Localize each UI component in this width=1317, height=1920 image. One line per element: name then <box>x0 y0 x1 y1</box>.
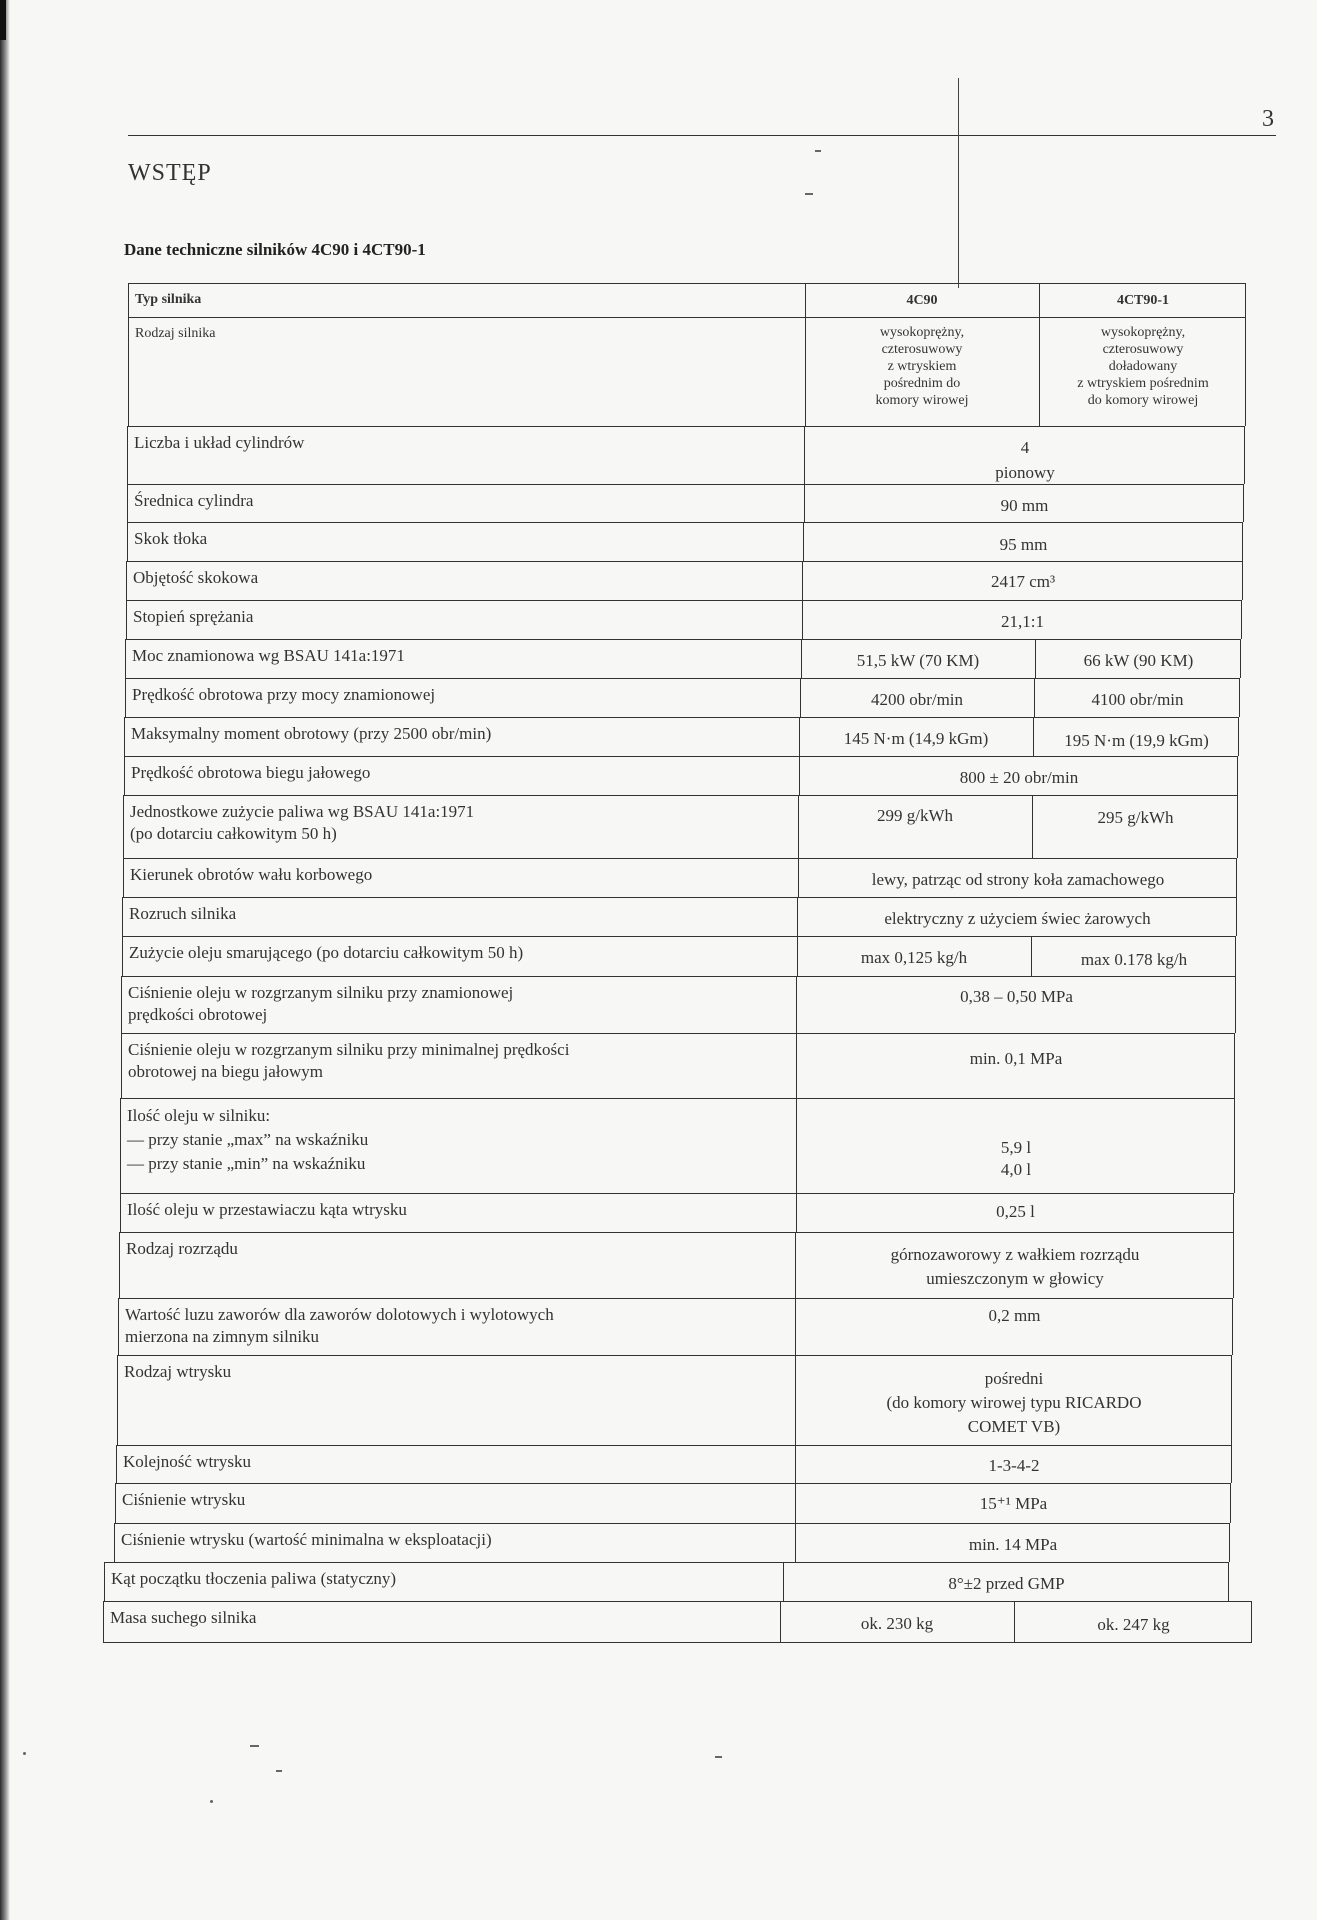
table-row <box>125 678 1240 717</box>
row-label: Masa suchego silnika <box>110 1608 257 1627</box>
scan-speck <box>250 1745 259 1747</box>
value-4ct90: 4100 obr/min <box>1091 690 1184 709</box>
row-label: Objętość skokowa <box>133 568 259 587</box>
value-shared: 800 ± 20 obr/min <box>959 768 1079 787</box>
value-4ct90: max 0.178 kg/h <box>1080 950 1188 969</box>
scan-speck <box>815 150 821 152</box>
table-row <box>127 426 1245 484</box>
value-4c90: 145 N·m (14,9 kGm) <box>843 729 989 748</box>
row-label: Ciśnienie oleju w rozgrzanym silniku przy minimalnej prędkości obrotowej na biegu jałowym <box>128 1040 570 1081</box>
header-col-4ct90: 4CT90-1 <box>1116 293 1170 308</box>
row-label: Rodzaj silnika <box>135 326 216 341</box>
value-4ct90: 295 g/kWh <box>1097 808 1174 827</box>
row-label: Liczba i układ cylindrów <box>134 433 305 452</box>
row-label: Ilość oleju w przestawiaczu kąta wtrysku <box>127 1200 407 1219</box>
value-shared: min. 0,1 MPa <box>969 1049 1063 1068</box>
table-row <box>123 795 1238 858</box>
row-label: Ciśnienie wtrysku (wartość minimalna w eksploatacji) <box>121 1530 492 1549</box>
row-label: Kierunek obrotów wału korbowego <box>130 865 373 884</box>
value-4ct90: 66 kW (90 KM) <box>1083 651 1194 670</box>
table-row <box>118 1298 1233 1355</box>
table-title: Dane techniczne silników 4C90 i 4CT90-1 <box>124 240 426 259</box>
table-row <box>103 1601 1252 1643</box>
table-row <box>120 1098 1235 1193</box>
value-shared: 21,1:1 <box>1001 612 1044 631</box>
table-row <box>127 484 1244 522</box>
value-shared: 0,2 mm <box>988 1306 1041 1325</box>
scan-speck <box>23 1752 26 1755</box>
value-shared: 0,25 l <box>996 1202 1035 1221</box>
table-row <box>124 717 1239 756</box>
row-label: Kolejność wtrysku <box>123 1452 251 1471</box>
value-shared: elektryczny z użyciem świec żarowych <box>884 909 1151 928</box>
value-shared: 2417 cm³ <box>990 572 1056 591</box>
row-label: Skok tłoka <box>134 529 208 548</box>
value-4c90: max 0,125 kg/h <box>860 948 968 967</box>
value-shared: 4 pionowy <box>995 438 1055 482</box>
table-header-row <box>128 283 1246 317</box>
table-row <box>126 600 1242 639</box>
table-row <box>115 1483 1231 1523</box>
table-row <box>119 1232 1234 1298</box>
table-row <box>123 858 1237 897</box>
row-label: Rodzaj wtrysku <box>124 1362 232 1381</box>
scan-speck <box>210 1800 213 1803</box>
table-row <box>122 936 1236 976</box>
value-shared: min. 14 MPa <box>968 1535 1058 1554</box>
row-label: Ilość oleju w silniku: — przy stanie „max” na wskaźniku — przy stanie „min” na wskaźniku <box>127 1106 369 1173</box>
value-4c90: 4200 obr/min <box>870 690 964 709</box>
value-4c90: wysokoprężny, czterosuwowy z wtryskiem pośrednim do komory wirowej <box>875 325 969 408</box>
row-label: Prędkość obrotowa biegu jałowego <box>131 763 371 782</box>
row-label: Maksymalny moment obrotowy (przy 2500 obr/min) <box>131 724 492 743</box>
table-row <box>117 1355 1232 1445</box>
value-4c90: 299 g/kWh <box>876 806 954 825</box>
value-shared: pośredni (do komory wirowej typu RICARDO COMET VB) <box>886 1369 1142 1436</box>
row-label: Moc znamionowa wg BSAU 141a:1971 <box>132 646 405 665</box>
value-shared: 1-3-4-2 <box>988 1456 1040 1475</box>
table-row <box>124 756 1238 795</box>
table-row <box>122 897 1237 936</box>
section-heading: WSTĘP <box>128 160 212 186</box>
row-label: Ciśnienie wtrysku <box>122 1490 246 1509</box>
value-4c90: 51,5 kW (70 KM) <box>856 651 980 670</box>
table-row <box>125 639 1241 678</box>
table-row <box>128 317 1246 426</box>
table-row <box>127 522 1243 561</box>
header-col-4c90: 4C90 <box>906 293 938 308</box>
value-shared: 5,9 l 4,0 l <box>1000 1138 1032 1179</box>
value-shared: 15⁺¹ MPa <box>979 1494 1048 1513</box>
table-row <box>126 561 1243 600</box>
row-label: Stopień sprężania <box>133 607 254 626</box>
row-label: Rozruch silnika <box>129 904 237 923</box>
value-shared: 8°±2 przed GMP <box>948 1574 1065 1593</box>
table-row <box>121 976 1236 1033</box>
value-4ct90: ok. 247 kg <box>1097 1615 1170 1634</box>
table-row <box>114 1523 1230 1562</box>
value-shared: 95 mm <box>999 535 1048 554</box>
table-row <box>121 1033 1235 1098</box>
value-4ct90: wysokoprężny, czterosuwowy doładowany z wtryskiem pośrednim do komory wirowej <box>1077 325 1209 408</box>
value-shared: 90 mm <box>1000 496 1049 515</box>
table-row <box>116 1445 1232 1483</box>
row-label: Rodzaj rozrządu <box>126 1239 238 1258</box>
row-label: Zużycie oleju smarującego (po dotarciu całkowitym 50 h) <box>129 943 524 962</box>
table-row <box>104 1562 1229 1601</box>
scan-speck <box>805 193 813 195</box>
scan-speck <box>276 1770 282 1772</box>
scan-speck <box>715 1756 722 1758</box>
value-shared: górnozaworowy z wałkiem rozrządu umieszczonym w głowicy <box>890 1245 1140 1288</box>
value-shared: 0,38 – 0,50 MPa <box>960 987 1073 1006</box>
value-4c90: ok. 230 kg <box>860 1614 934 1633</box>
row-label: Wartość luzu zaworów dla zaworów dolotowych i wylotowych mierzona na zimnym silniku <box>125 1305 554 1346</box>
row-label: Prędkość obrotowa przy mocy znamionowej <box>132 685 436 704</box>
row-label: Kąt początku tłoczenia paliwa (statyczny) <box>111 1569 397 1588</box>
value-4ct90: 195 N·m (19,9 kGm) <box>1064 731 1209 750</box>
row-label: Jednostkowe zużycie paliwa wg BSAU 141a:1971 (po dotarciu całkowitym 50 h) <box>130 802 475 843</box>
header-label: Typ silnika <box>135 292 202 307</box>
table-row <box>120 1193 1234 1232</box>
row-label: Ciśnienie oleju w rozgrzanym silniku przy znamionowej prędkości obrotowej <box>128 983 514 1024</box>
value-shared: lewy, patrząc od strony koła zamachowego <box>871 870 1165 889</box>
row-label: Średnica cylindra <box>134 491 254 510</box>
page-number: 3 <box>1262 106 1274 132</box>
